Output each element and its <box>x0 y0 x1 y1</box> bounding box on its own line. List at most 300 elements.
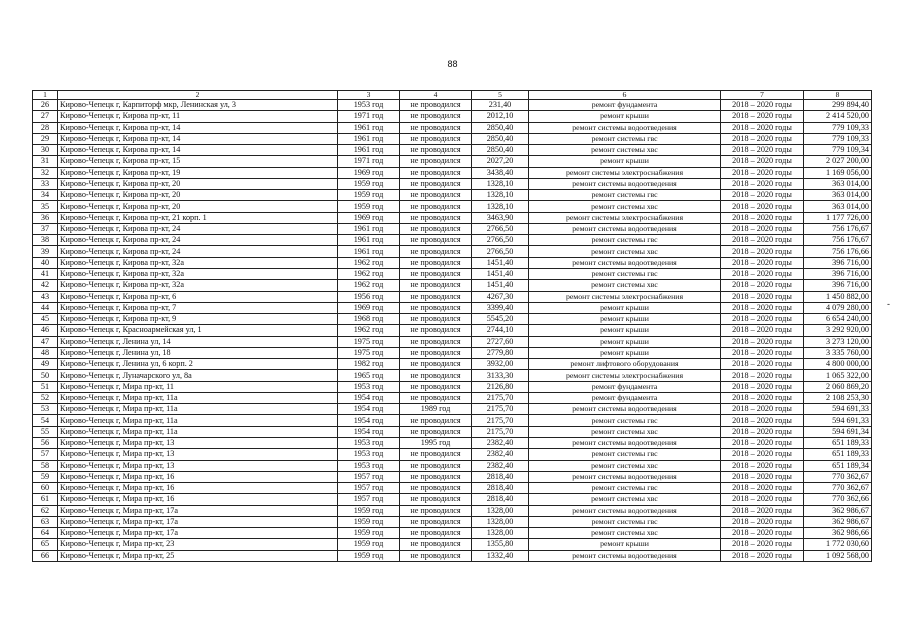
build-year-cell: 1959 год <box>338 539 400 550</box>
row-number-cell: 30 <box>33 145 58 156</box>
table-row <box>33 516 872 527</box>
work-type-cell: ремонт крыши <box>529 156 721 167</box>
table-row <box>33 268 872 279</box>
period-cell: 2018 – 2020 годы <box>721 145 804 156</box>
area-cell: 5545,20 <box>472 314 529 325</box>
cost-cell: 1 177 726,00 <box>804 212 872 223</box>
address-cell: Кирово-Чепецк г, Кирова пр-кт, 9 <box>58 314 338 325</box>
address-cell: Кирово-Чепецк г, Мира пр-кт, 13 <box>58 460 338 471</box>
table-row <box>33 483 872 494</box>
work-type-cell: ремонт крыши <box>529 314 721 325</box>
last-repair-cell: не проводился <box>400 539 472 550</box>
row-number-cell: 37 <box>33 223 58 234</box>
area-cell: 2744,10 <box>472 325 529 336</box>
last-repair-cell: не проводился <box>400 370 472 381</box>
period-cell: 2018 – 2020 годы <box>721 437 804 448</box>
row-number-cell: 51 <box>33 381 58 392</box>
period-cell: 2018 – 2020 годы <box>721 505 804 516</box>
build-year-cell: 1959 год <box>338 516 400 527</box>
address-cell: Кирово-Чепецк г, Мира пр-кт, 13 <box>58 449 338 460</box>
period-cell: 2018 – 2020 годы <box>721 426 804 437</box>
row-number-cell: 58 <box>33 460 58 471</box>
address-cell: Кирово-Чепецк г, Мира пр-кт, 17а <box>58 505 338 516</box>
area-cell: 1451,40 <box>472 257 529 268</box>
period-cell: 2018 – 2020 годы <box>721 460 804 471</box>
build-year-cell: 1961 год <box>338 122 400 133</box>
period-cell: 2018 – 2020 годы <box>721 291 804 302</box>
cost-cell: 770 362,67 <box>804 471 872 482</box>
row-number-cell: 52 <box>33 392 58 403</box>
work-type-cell: ремонт системы водоотведения <box>529 178 721 189</box>
build-year-cell: 1971 год <box>338 111 400 122</box>
area-cell: 1451,40 <box>472 280 529 291</box>
area-cell: 2818,40 <box>472 494 529 505</box>
period-cell: 2018 – 2020 годы <box>721 359 804 370</box>
work-type-cell: ремонт системы водоотведения <box>529 505 721 516</box>
build-year-cell: 1975 год <box>338 347 400 358</box>
table-row <box>33 178 872 189</box>
cost-cell: 1 065 322,00 <box>804 370 872 381</box>
row-number-cell: 53 <box>33 404 58 415</box>
column-header: 1 <box>33 91 58 100</box>
address-cell: Кирово-Чепецк г, Кирова пр-кт, 11 <box>58 111 338 122</box>
address-cell: Кирово-Чепецк г, Мира пр-кт, 11 <box>58 381 338 392</box>
last-repair-cell: не проводился <box>400 190 472 201</box>
row-number-cell: 36 <box>33 212 58 223</box>
cost-cell: 779 109,33 <box>804 133 872 144</box>
work-type-cell: ремонт крыши <box>529 347 721 358</box>
table-row <box>33 415 872 426</box>
area-cell: 2766,50 <box>472 246 529 257</box>
period-cell: 2018 – 2020 годы <box>721 539 804 550</box>
area-cell: 2175,70 <box>472 404 529 415</box>
work-type-cell: ремонт системы водоотведения <box>529 471 721 482</box>
period-cell: 2018 – 2020 годы <box>721 201 804 212</box>
build-year-cell: 1969 год <box>338 167 400 178</box>
last-repair-cell: не проводился <box>400 291 472 302</box>
build-year-cell: 1953 год <box>338 100 400 111</box>
last-repair-cell: 1995 год <box>400 437 472 448</box>
last-repair-cell: не проводился <box>400 415 472 426</box>
work-type-cell: ремонт крыши <box>529 539 721 550</box>
work-type-cell: ремонт системы хвс <box>529 280 721 291</box>
table-row <box>33 314 872 325</box>
address-cell: Кирово-Чепецк г, Мира пр-кт, 23 <box>58 539 338 550</box>
cost-cell: 779 109,34 <box>804 145 872 156</box>
work-type-cell: ремонт крыши <box>529 111 721 122</box>
last-repair-cell: не проводился <box>400 302 472 313</box>
table-row <box>33 336 872 347</box>
row-number-cell: 59 <box>33 471 58 482</box>
area-cell: 2175,70 <box>472 426 529 437</box>
period-cell: 2018 – 2020 годы <box>721 392 804 403</box>
area-cell: 2818,40 <box>472 483 529 494</box>
table-row <box>33 133 872 144</box>
address-cell: Кирово-Чепецк г, Кирова пр-кт, 15 <box>58 156 338 167</box>
period-cell: 2018 – 2020 годы <box>721 370 804 381</box>
build-year-cell: 1954 год <box>338 392 400 403</box>
period-cell: 2018 – 2020 годы <box>721 528 804 539</box>
build-year-cell: 1953 год <box>338 449 400 460</box>
last-repair-cell: не проводился <box>400 516 472 527</box>
row-number-cell: 34 <box>33 190 58 201</box>
row-number-cell: 31 <box>33 156 58 167</box>
last-repair-cell: не проводился <box>400 257 472 268</box>
table-row <box>33 246 872 257</box>
build-year-cell: 1953 год <box>338 381 400 392</box>
cost-cell: 770 362,67 <box>804 483 872 494</box>
table-row <box>33 460 872 471</box>
row-number-cell: 63 <box>33 516 58 527</box>
work-type-cell: ремонт системы хвс <box>529 201 721 212</box>
address-cell: Кирово-Чепецк г, Кирова пр-кт, 14 <box>58 122 338 133</box>
period-cell: 2018 – 2020 годы <box>721 257 804 268</box>
cost-cell: 362 986,66 <box>804 528 872 539</box>
last-repair-cell: не проводился <box>400 426 472 437</box>
address-cell: Кирово-Чепецк г, Красноармейская ул, 1 <box>58 325 338 336</box>
build-year-cell: 1957 год <box>338 494 400 505</box>
work-type-cell: ремонт системы гвс <box>529 133 721 144</box>
period-cell: 2018 – 2020 годы <box>721 494 804 505</box>
work-type-cell: ремонт системы водоотведения <box>529 404 721 415</box>
row-number-cell: 62 <box>33 505 58 516</box>
work-type-cell: ремонт системы хвс <box>529 494 721 505</box>
area-cell: 2382,40 <box>472 437 529 448</box>
row-number-cell: 61 <box>33 494 58 505</box>
work-type-cell: ремонт системы водоотведения <box>529 122 721 133</box>
table-row <box>33 426 872 437</box>
work-type-cell: ремонт системы водоотведения <box>529 223 721 234</box>
cost-cell: 299 894,40 <box>804 100 872 111</box>
last-repair-cell: не проводился <box>400 347 472 358</box>
table-row <box>33 212 872 223</box>
row-number-cell: 56 <box>33 437 58 448</box>
work-type-cell: ремонт системы электроснабжения <box>529 212 721 223</box>
build-year-cell: 1959 год <box>338 201 400 212</box>
table-row <box>33 449 872 460</box>
area-cell: 4267,30 <box>472 291 529 302</box>
address-cell: Кирово-Чепецк г, Мира пр-кт, 11а <box>58 426 338 437</box>
row-number-cell: 60 <box>33 483 58 494</box>
build-year-cell: 1971 год <box>338 156 400 167</box>
period-cell: 2018 – 2020 годы <box>721 246 804 257</box>
address-cell: Кирово-Чепецк г, Ленина ул, 14 <box>58 336 338 347</box>
area-cell: 2382,40 <box>472 449 529 460</box>
last-repair-cell: не проводился <box>400 325 472 336</box>
work-type-cell: ремонт лифтового оборудования <box>529 359 721 370</box>
build-year-cell: 1953 год <box>338 460 400 471</box>
period-cell: 2018 – 2020 годы <box>721 516 804 527</box>
table-row <box>33 404 872 415</box>
column-header: 3 <box>338 91 400 100</box>
table-row <box>33 111 872 122</box>
row-number-cell: 28 <box>33 122 58 133</box>
area-cell: 3463,90 <box>472 212 529 223</box>
area-cell: 2012,10 <box>472 111 529 122</box>
row-number-cell: 49 <box>33 359 58 370</box>
last-repair-cell: не проводился <box>400 246 472 257</box>
work-type-cell: ремонт системы гвс <box>529 268 721 279</box>
work-type-cell: ремонт системы гвс <box>529 483 721 494</box>
work-type-cell: ремонт крыши <box>529 302 721 313</box>
period-cell: 2018 – 2020 годы <box>721 550 804 561</box>
last-repair-cell: не проводился <box>400 145 472 156</box>
build-year-cell: 1962 год <box>338 268 400 279</box>
period-cell: 2018 – 2020 годы <box>721 471 804 482</box>
row-number-cell: 33 <box>33 178 58 189</box>
build-year-cell: 1961 год <box>338 145 400 156</box>
address-cell: Кирово-Чепецк г, Кирова пр-кт, 14 <box>58 133 338 144</box>
cost-cell: 396 716,00 <box>804 257 872 268</box>
cost-cell: 362 986,67 <box>804 505 872 516</box>
area-cell: 3399,40 <box>472 302 529 313</box>
cost-cell: 594 691,34 <box>804 426 872 437</box>
area-cell: 2850,40 <box>472 122 529 133</box>
last-repair-cell: не проводился <box>400 505 472 516</box>
last-repair-cell: не проводился <box>400 460 472 471</box>
cost-cell: 396 716,00 <box>804 280 872 291</box>
table-row <box>33 291 872 302</box>
row-number-cell: 47 <box>33 336 58 347</box>
area-cell: 231,40 <box>472 100 529 111</box>
work-type-cell: ремонт системы гвс <box>529 190 721 201</box>
period-cell: 2018 – 2020 годы <box>721 483 804 494</box>
last-repair-cell: не проводился <box>400 235 472 246</box>
cost-cell: 1 092 568,00 <box>804 550 872 561</box>
address-cell: Кирово-Чепецк г, Кирова пр-кт, 20 <box>58 201 338 212</box>
last-repair-cell: не проводился <box>400 178 472 189</box>
table-row <box>33 471 872 482</box>
address-cell: Кирово-Чепецк г, Мира пр-кт, 16 <box>58 494 338 505</box>
row-number-cell: 39 <box>33 246 58 257</box>
cost-cell: 651 189,34 <box>804 460 872 471</box>
address-cell: Кирово-Чепецк г, Кирова пр-кт, 32а <box>58 268 338 279</box>
address-cell: Кирово-Чепецк г, Мира пр-кт, 11а <box>58 404 338 415</box>
build-year-cell: 1969 год <box>338 302 400 313</box>
build-year-cell: 1961 год <box>338 235 400 246</box>
address-cell: Кирово-Чепецк г, Мира пр-кт, 17а <box>58 528 338 539</box>
work-type-cell: ремонт системы электроснабжения <box>529 370 721 381</box>
last-repair-cell: не проводился <box>400 133 472 144</box>
cost-cell: 3 335 760,00 <box>804 347 872 358</box>
table-row <box>33 167 872 178</box>
last-repair-cell: не проводился <box>400 550 472 561</box>
address-cell: Кирово-Чепецк г, Мира пр-кт, 11а <box>58 392 338 403</box>
cost-cell: 363 014,00 <box>804 178 872 189</box>
row-number-cell: 45 <box>33 314 58 325</box>
work-type-cell: ремонт фундамента <box>529 392 721 403</box>
build-year-cell: 1962 год <box>338 325 400 336</box>
cost-cell: 2 108 253,30 <box>804 392 872 403</box>
period-cell: 2018 – 2020 годы <box>721 268 804 279</box>
table-row <box>33 223 872 234</box>
table-row <box>33 156 872 167</box>
area-cell: 2779,80 <box>472 347 529 358</box>
cost-cell: 1 169 056,00 <box>804 167 872 178</box>
last-repair-cell: не проводился <box>400 201 472 212</box>
cost-cell: 1 772 030,60 <box>804 539 872 550</box>
work-type-cell: ремонт фундамента <box>529 100 721 111</box>
period-cell: 2018 – 2020 годы <box>721 325 804 336</box>
address-cell: Кирово-Чепецк г, Кирова пр-кт, 20 <box>58 178 338 189</box>
work-type-cell: ремонт крыши <box>529 336 721 347</box>
last-repair-cell: не проводился <box>400 359 472 370</box>
last-repair-cell: не проводился <box>400 212 472 223</box>
work-type-cell: ремонт системы гвс <box>529 235 721 246</box>
cost-cell: 363 014,00 <box>804 190 872 201</box>
last-repair-cell: не проводился <box>400 314 472 325</box>
period-cell: 2018 – 2020 годы <box>721 381 804 392</box>
address-cell: Кирово-Чепецк г, Мира пр-кт, 11а <box>58 415 338 426</box>
period-cell: 2018 – 2020 годы <box>721 347 804 358</box>
address-cell: Кирово-Чепецк г, Мира пр-кт, 25 <box>58 550 338 561</box>
build-year-cell: 1956 год <box>338 291 400 302</box>
cost-cell: 2 027 200,00 <box>804 156 872 167</box>
period-cell: 2018 – 2020 годы <box>721 302 804 313</box>
row-number-cell: 35 <box>33 201 58 212</box>
address-cell: Кирово-Чепецк г, Кирова пр-кт, 6 <box>58 291 338 302</box>
last-repair-cell: не проводился <box>400 336 472 347</box>
area-cell: 1328,00 <box>472 516 529 527</box>
table-row <box>33 392 872 403</box>
build-year-cell: 1961 год <box>338 223 400 234</box>
column-header: 6 <box>529 91 721 100</box>
period-cell: 2018 – 2020 годы <box>721 212 804 223</box>
build-year-cell: 1975 год <box>338 336 400 347</box>
period-cell: 2018 – 2020 годы <box>721 223 804 234</box>
table-row <box>33 370 872 381</box>
last-repair-cell: не проводился <box>400 483 472 494</box>
address-cell: Кирово-Чепецк г, Кирова пр-кт, 32а <box>58 280 338 291</box>
last-repair-cell: не проводился <box>400 156 472 167</box>
table-row <box>33 201 872 212</box>
row-number-cell: 40 <box>33 257 58 268</box>
cost-cell: 651 189,33 <box>804 437 872 448</box>
area-cell: 2175,70 <box>472 392 529 403</box>
table-row <box>33 190 872 201</box>
area-cell: 1355,80 <box>472 539 529 550</box>
row-number-cell: 66 <box>33 550 58 561</box>
period-cell: 2018 – 2020 годы <box>721 314 804 325</box>
column-header: 5 <box>472 91 529 100</box>
area-cell: 1328,10 <box>472 190 529 201</box>
table-row <box>33 325 872 336</box>
work-type-cell: ремонт системы электроснабжения <box>529 291 721 302</box>
period-cell: 2018 – 2020 годы <box>721 404 804 415</box>
work-type-cell: ремонт системы хвс <box>529 460 721 471</box>
cost-cell: 4 800 000,00 <box>804 359 872 370</box>
address-cell: Кирово-Чепецк г, Ленина ул, 6 корп. 2 <box>58 359 338 370</box>
last-repair-cell: не проводился <box>400 392 472 403</box>
last-repair-cell: не проводился <box>400 494 472 505</box>
build-year-cell: 1961 год <box>338 133 400 144</box>
last-repair-cell: не проводился <box>400 268 472 279</box>
address-cell: Кирово-Чепецк г, Мира пр-кт, 16 <box>58 483 338 494</box>
row-number-cell: 38 <box>33 235 58 246</box>
address-cell: Кирово-Чепецк г, Кирова пр-кт, 24 <box>58 246 338 257</box>
build-year-cell: 1965 год <box>338 370 400 381</box>
address-cell: Кирово-Чепецк г, Кирова пр-кт, 24 <box>58 223 338 234</box>
work-type-cell: ремонт системы хвс <box>529 528 721 539</box>
period-cell: 2018 – 2020 годы <box>721 133 804 144</box>
row-number-cell: 27 <box>33 111 58 122</box>
table-row <box>33 257 872 268</box>
area-cell: 3932,00 <box>472 359 529 370</box>
cost-cell: 363 014,00 <box>804 201 872 212</box>
area-cell: 2027,20 <box>472 156 529 167</box>
column-header: 7 <box>721 91 804 100</box>
page-number: 88 <box>447 59 458 69</box>
period-cell: 2018 – 2020 годы <box>721 156 804 167</box>
build-year-cell: 1954 год <box>338 404 400 415</box>
area-cell: 2818,40 <box>472 471 529 482</box>
address-cell: Кирово-Чепецк г, Кирова пр-кт, 14 <box>58 145 338 156</box>
cost-cell: 396 716,00 <box>804 268 872 279</box>
table-row <box>33 381 872 392</box>
build-year-cell: 1954 год <box>338 415 400 426</box>
area-cell: 2766,50 <box>472 223 529 234</box>
address-cell: Кирово-Чепецк г, Кирова пр-кт, 32а <box>58 257 338 268</box>
cost-cell: 756 176,67 <box>804 235 872 246</box>
address-cell: Кирово-Чепецк г, Мира пр-кт, 17а <box>58 516 338 527</box>
last-repair-cell: не проводился <box>400 381 472 392</box>
last-repair-cell: не проводился <box>400 122 472 133</box>
address-cell: Кирово-Чепецк г, Луначарского ул, 8а <box>58 370 338 381</box>
area-cell: 2126,80 <box>472 381 529 392</box>
row-number-cell: 64 <box>33 528 58 539</box>
table-row <box>33 359 872 370</box>
last-repair-cell: не проводился <box>400 280 472 291</box>
work-type-cell: ремонт системы гвс <box>529 449 721 460</box>
last-repair-cell: 1989 год <box>400 404 472 415</box>
row-number-cell: 57 <box>33 449 58 460</box>
row-number-cell: 48 <box>33 347 58 358</box>
column-header: 4 <box>400 91 472 100</box>
period-cell: 2018 – 2020 годы <box>721 415 804 426</box>
area-cell: 1328,00 <box>472 505 529 516</box>
table-row <box>33 235 872 246</box>
address-cell: Кирово-Чепецк г, Мира пр-кт, 13 <box>58 437 338 448</box>
last-repair-cell: не проводился <box>400 449 472 460</box>
area-cell: 1451,40 <box>472 268 529 279</box>
address-cell: Кирово-Чепецк г, Кирова пр-кт, 24 <box>58 235 338 246</box>
build-year-cell: 1969 год <box>338 212 400 223</box>
work-type-cell: ремонт крыши <box>529 325 721 336</box>
last-repair-cell: не проводился <box>400 167 472 178</box>
address-cell: Кирово-Чепецк г, Кирова пр-кт, 7 <box>58 302 338 313</box>
area-cell: 2766,50 <box>472 235 529 246</box>
address-cell: Кирово-Чепецк г, Кирова пр-кт, 21 корп. 1 <box>58 212 338 223</box>
period-cell: 2018 – 2020 годы <box>721 235 804 246</box>
address-cell: Кирово-Чепецк г, Мира пр-кт, 16 <box>58 471 338 482</box>
cost-cell: 756 176,66 <box>804 246 872 257</box>
area-cell: 2727,60 <box>472 336 529 347</box>
cost-cell: 2 414 520,00 <box>804 111 872 122</box>
row-number-cell: 43 <box>33 291 58 302</box>
address-cell: Кирово-Чепецк г, Кирова пр-кт, 20 <box>58 190 338 201</box>
cost-cell: 3 273 120,00 <box>804 336 872 347</box>
area-cell: 1328,10 <box>472 201 529 212</box>
table-row <box>33 539 872 550</box>
build-year-cell: 1954 год <box>338 426 400 437</box>
table-body <box>33 91 872 562</box>
work-type-cell: ремонт системы водоотведения <box>529 437 721 448</box>
work-type-cell: ремонт системы хвс <box>529 426 721 437</box>
cost-cell: 362 986,67 <box>804 516 872 527</box>
margin-mark: - <box>887 299 890 309</box>
period-cell: 2018 – 2020 годы <box>721 336 804 347</box>
build-year-cell: 1968 год <box>338 314 400 325</box>
